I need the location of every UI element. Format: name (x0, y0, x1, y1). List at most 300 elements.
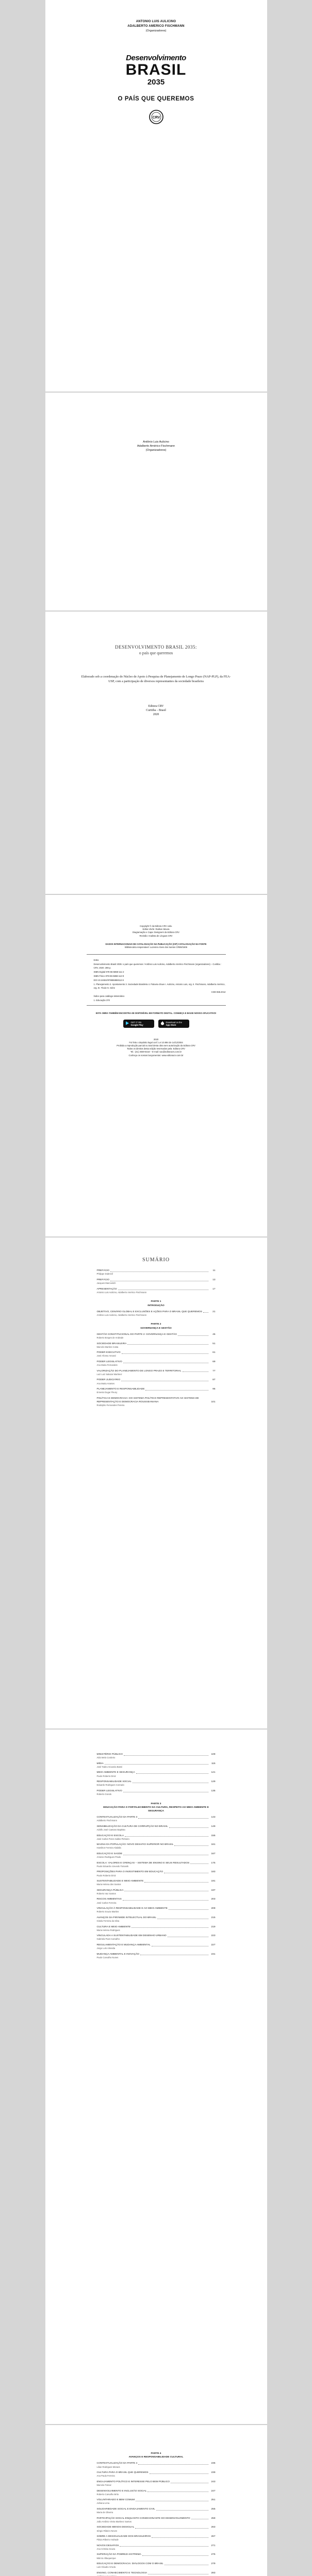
toc-entry-author: Antonio Luis Aulicino, Adalberto Américo Fischmann (96, 1291, 147, 1294)
isbn-digital: ISBN Digital 978-65-5868-111-2 (93, 970, 124, 973)
toc-entry-author: Paulo Roberto Diniz (96, 1774, 116, 1777)
toc-entry-label: PLANEJAMENTO E RESPONSABILIDADE (96, 1388, 145, 1391)
toc-entry-label: RESPONSABILIDADE SOCIAL (96, 1781, 132, 1784)
toc-entry-label: GESTÃO CONSTITUCIONAL DO PARTE 2: GOVERNANÇA E GESTÃO (96, 1333, 177, 1336)
toc-leader-dots (120, 2546, 208, 2547)
toc-leader-dots (203, 1312, 208, 1313)
toc-entry-row (97, 2517, 216, 2520)
toc-page-number: 259 (211, 2517, 216, 2520)
part-heading (97, 2452, 216, 2459)
toc-entry-label: MAGNA DA POPULAÇÃO: NOVO DESAFIO SUPERIOR NO BRASIL (96, 1843, 174, 1846)
toc-entry-row (97, 1816, 216, 1819)
toc-entry-row (97, 1843, 216, 1846)
toc-entry-author: Ana Maria Fernandes (96, 1364, 118, 1367)
toc-leader-dots (145, 1390, 208, 1391)
toc-page-number: 197 (211, 1889, 216, 1892)
toc-item[interactable] (97, 1879, 216, 1886)
toc-entry-row (97, 1342, 216, 1346)
toc-entry-row (97, 2571, 216, 2575)
part-heading (97, 1300, 216, 1307)
toc-entry-row (97, 1780, 216, 1784)
toc-page-number: 227 (211, 1943, 216, 1946)
toc-page-number: 51 (212, 1342, 216, 1345)
editor-line: Editor-chefe: Railson Moura (142, 928, 170, 931)
footer-legal: Foi feito o depósito legal conf. Lei 10.994 de 14/12/2004 (129, 1041, 183, 1044)
toc-page-number: 175 (211, 1861, 216, 1865)
credit-line-2: Adalberto Américo Fischmann (137, 445, 175, 448)
toc-entry-author: Marcelo Martins Costa (96, 1345, 119, 1348)
toc-entry-label: VINCULADA A SUSTENTABILIDADE EM DESENHO URBANO (96, 1935, 167, 1938)
toc-item[interactable] (97, 1852, 216, 1859)
title-page (45, 611, 267, 894)
cover-subtitle: O PAÍS QUE QUEREMOS (118, 96, 194, 102)
part-number: PARTE 3 (151, 1802, 161, 1805)
toc-entry-row (97, 1897, 216, 1901)
toc-item[interactable] (97, 2480, 216, 2487)
part-title: EDUCAÇÃO PARA O FORTALECIMENTO DA CULTURA, RESPEITO AO MEIO AMBIENTE E SEGURANÇA (103, 1806, 209, 1812)
toc-page-number: 13 (212, 1278, 216, 1281)
toc-entry-author: Ana Cristina Souza (96, 2547, 116, 2550)
toc-entry-row (97, 2535, 216, 2538)
toc-leader-dots (169, 1827, 208, 1828)
toc-item[interactable] (97, 1925, 216, 1932)
toc-entry-author: Antônio Luis Aulicino, Adalberto Américo Fischmann (96, 1313, 147, 1316)
toc-entry-label: PROPOSIÇÕES PARA O INVESTIMENTO EM EDUCAÇÃO (96, 1871, 163, 1874)
toc-page-number: 267 (211, 2535, 216, 2538)
toc-leader-dots (127, 1344, 208, 1345)
google-play-badge[interactable] (123, 1020, 154, 1028)
colophon-page (45, 894, 267, 1236)
toc-page-number: 167 (211, 1852, 216, 1855)
layout-line: Diagramação e Capa: Designers da Editora CRV (133, 931, 179, 934)
toc-page-number: 161 (211, 1843, 216, 1846)
toc-page-number: 135 (211, 1789, 216, 1792)
toc-entry-label: VOLUNTARIADO E BEM COMUM (96, 2499, 135, 2502)
toc-item[interactable] (97, 1953, 216, 1959)
toc-entry-author: Luis Cláudio Arruda (96, 2566, 116, 2569)
toc-page-number: 239 (211, 2471, 216, 2475)
toc-entry-row (97, 1852, 216, 1856)
brand-line-3: 2035 (147, 78, 165, 87)
toc-leader-dots (152, 2537, 208, 2538)
toc-item[interactable] (97, 1369, 216, 1376)
toc-entry-label: ENSINO, CONHECIMENTO E TECNOLOGIA (96, 2571, 147, 2574)
google-play-name: Google Play (130, 1023, 143, 1026)
summary-page-2 (45, 1728, 267, 2424)
toc-entry-author: Paulo Eduardo Azevedo Tomanik (96, 1865, 129, 1868)
part-title: GOVERNANÇA E GESTÃO (140, 1327, 172, 1330)
toc-entry-row (97, 1834, 216, 1838)
toc-entry-row (97, 1287, 216, 1291)
index-item: 1. Educação 370 (93, 999, 110, 1002)
toc-leader-dots (138, 1818, 208, 1819)
toc-entry-label: AVANÇOS DA PIRÂMIDE INTELECTUAL DO BRASIL (96, 1916, 157, 1919)
toc-entry-author: José Tadeu Gouveia Bassi (96, 1765, 123, 1768)
toc-leader-dots (142, 2555, 208, 2556)
doi-line: DOI 10.24824/978655868112.9 (93, 979, 124, 982)
toc-entry-author: Hamilton Ferreira Abdalla (96, 1846, 121, 1850)
toc-entry-label: SOLIDARIEDADE SOCIAL E ENGAJAMENTO CIVIL (96, 2507, 155, 2511)
toc-entry-label: RISCOS AMBIENTAIS (96, 1898, 122, 1901)
app-store-name: App Store (166, 1023, 176, 1026)
catalog-title: DADOS INTERNACIONAIS DE CATALOGAÇÃO NA PUBLICAÇÃO (CIP) CATALOGAÇÃO NA FONTE (105, 942, 207, 945)
toc-page-number: 271 (211, 2544, 216, 2547)
toc-entry-label: CONTEXTUALIZAÇÃO DA PARTE 4 (96, 2462, 138, 2465)
toc-item[interactable] (97, 1870, 216, 1877)
toc-entry-author: Roberto Souza Martins (96, 1910, 119, 1913)
apple-icon (160, 1021, 165, 1026)
toc-entry-row (97, 1916, 216, 1920)
editor-name-1: ANTONIO LUIS AULICINO (136, 20, 176, 23)
brand-line-2: BRASIL (125, 61, 187, 78)
toc-item[interactable] (97, 2553, 216, 2560)
toc-leader-dots (125, 1836, 208, 1837)
footer-rights: Proibida a reprodução parcial ou total desta obra sem autorização da Editora CRV (117, 1044, 195, 1047)
title-heading: DESENVOLVIMENTO BRASIL 2035: (115, 645, 197, 650)
toc-item[interactable] (97, 1753, 216, 1759)
toc-entry-row (97, 1789, 216, 1793)
toc-entry-author: Jorge Luís Almeida (96, 1947, 116, 1950)
toc-entry-author: Roberto Vaz Santos (96, 1892, 116, 1895)
toc-item[interactable] (97, 1834, 216, 1841)
toc-item[interactable] (97, 1789, 216, 1796)
toc-leader-dots (138, 2464, 208, 2465)
toc-entry-label: PODER EXECUTIVO (96, 1351, 121, 1354)
toc-entry-author: Sérgio Ribeiro Neves (96, 2529, 118, 2532)
toc-item[interactable] (97, 2462, 216, 2468)
toc-item[interactable] (97, 2517, 216, 2523)
toc-entry-author: Rodolpho Fernandes Pereira (96, 1404, 125, 1407)
toc-entry-author: Marcela Tomaz (96, 2484, 111, 2487)
toc-item[interactable] (97, 1916, 216, 1923)
toc-entry-label: SOCIEDADE MENOS DESIGUAL (96, 2526, 135, 2529)
copyright-line: Copyright © da Editora CRV Ltda. (140, 925, 172, 927)
toc-item[interactable] (97, 1342, 216, 1349)
summary-page-3 (45, 2424, 267, 2576)
toc-entry-row (97, 2489, 216, 2493)
toc-entry-label: SEGURANÇA PÚBLICA (96, 1889, 124, 1892)
toc-leader-dots (144, 1882, 208, 1883)
toc-entry-label: MINISTÉRIO PÚBLICO (96, 1753, 123, 1756)
title-year: 2020 (153, 713, 159, 716)
toc-page-number: 219 (211, 1925, 216, 1928)
toc-page-number: 203 (211, 1898, 216, 1901)
toc-page-number: 223 (211, 1935, 216, 1938)
toc-item[interactable] (97, 1310, 216, 1317)
toc-entry-label: REGULAMENTAÇÃO E MUDANÇA AMBIENTAL (96, 1943, 151, 1946)
summary-page-1 (45, 1236, 267, 1728)
toc-entry-author: Adalberto Fischmann (96, 1819, 118, 1822)
index-title: Índice para catálogo sistemático (93, 995, 125, 998)
toc-entry-row (97, 1771, 216, 1774)
toc-entry-row (97, 1907, 216, 1910)
publisher-logo-text: CRV (152, 116, 160, 120)
toc-item[interactable] (97, 1889, 216, 1895)
toc-item[interactable] (97, 1278, 216, 1285)
toc-entry-row (97, 1753, 216, 1756)
toc-entry-row (97, 1310, 216, 1314)
toc-leader-dots (150, 2473, 208, 2474)
toc-entry-label: SUPERAÇÃO DA POBREZA EXTREMA (96, 2553, 141, 2556)
toc-item[interactable] (97, 1907, 216, 1913)
toc-entry-row (97, 2471, 216, 2475)
part-heading (97, 1802, 216, 1814)
toc-page-number: 183 (211, 1871, 216, 1874)
toc-entry-author: Flávia Ribeiro Andrade (96, 2538, 119, 2541)
toc-page-number: 109 (211, 1753, 216, 1756)
toc-page-number: 143 (211, 1816, 216, 1819)
toc-entry-label: SUSTENTABILIDADE E MEIO AMBIENTE (96, 1880, 144, 1883)
toc-leader-dots (183, 1371, 208, 1372)
app-store-badge[interactable] (158, 1020, 189, 1028)
toc-entry-label: DESENVOLVIMENTO E INCLUSÃO SOCIAL (96, 2489, 147, 2493)
brand-block (45, 54, 267, 87)
footer-reserved: Todos os direitos desta edição reservados pela: Editora CRV (127, 1047, 185, 1050)
part-number: PARTE 2 (151, 1323, 161, 1326)
toc-leader-dots (124, 1755, 208, 1756)
toc-entry-row (97, 2498, 216, 2502)
toc-page-number: 69 (212, 1360, 216, 1363)
toc-entry-author: Aldo Melo Cordeiro (96, 1756, 116, 1759)
toc-item[interactable] (97, 1897, 216, 1904)
toc-entry-author: Antonio Rodrigues Prado (96, 1856, 121, 1859)
toc-entry-author: Maria Helena dos Santos (96, 1883, 121, 1886)
play-icon (125, 1021, 129, 1026)
toc-entry-row (97, 2480, 216, 2484)
toc-entry-label: VALORIZAÇÃO DO PLANEJAMENTO DE LONGO PRAZO E TERRITORIAL (96, 1369, 182, 1372)
toc-page-number: 255 (211, 2507, 216, 2511)
title-description: Elaborado sob a coordenação do Núcleo de Apoio à Pesquisa de Planejamento de Longo Prazo (NAP-PLP), da FEA-USP, com a participação de diversos representantes da sociedade brasileira (81, 675, 231, 683)
toc-leader-dots (174, 1845, 208, 1846)
toc-entry-row (97, 1351, 216, 1354)
toc-page-number: 115 (211, 1762, 216, 1765)
toc-entry-author: João Antônio Vieira Martinez Santos (96, 2520, 132, 2523)
toc-item[interactable] (97, 1934, 216, 1941)
toc-item[interactable] (97, 2526, 216, 2532)
toc-entry-label: PARTICIPAÇÃO SOCIAL ENQUANTO CONDICIONANTE DO DESENVOLVIMENTO (96, 2517, 190, 2520)
toc-entry-author: Luiz Luiz Salazar Martinez (96, 1372, 122, 1376)
toc-page-number: 11 (212, 1269, 216, 1273)
toc-page-number: 247 (211, 2489, 216, 2493)
toc-entry-row (97, 2507, 216, 2511)
google-play-top: GET IT ON (130, 1021, 142, 1024)
toc-leader-dots (136, 1773, 208, 1774)
brand-line-1: Desenvolvimento (126, 54, 186, 62)
credit-line-1: Antônio Luis Aulicino (143, 440, 169, 444)
toc-page-number: 231 (211, 1953, 216, 1956)
toc-item[interactable] (97, 1843, 216, 1850)
toc-entry-author: Ernesto Dugar Fleury (96, 1391, 118, 1394)
toc-entry-row (97, 1369, 216, 1373)
toc-item[interactable] (97, 2471, 216, 2478)
editors-role: (Organizadores) (145, 29, 167, 32)
toc-entry-label: NOVOS DESAFIOS (96, 2544, 119, 2547)
toc-entry-label: MEIO AMBIENTE E SEGURANÇA (96, 1771, 135, 1774)
toc-leader-dots (132, 1927, 208, 1928)
toc-item[interactable] (97, 1378, 216, 1385)
toc-page-number: 263 (211, 2526, 216, 2529)
toc-entry-row (97, 1278, 216, 1282)
revision-line: Revisão: Analista de Línguas CRV (139, 934, 173, 937)
toc-item[interactable] (97, 2507, 216, 2514)
toc-entry-label: EDUCAÇÃO E ESCOLA (96, 1834, 124, 1837)
toc-entry-author: Roberto Carvalho Brito (96, 2493, 119, 2496)
toc-page-number: 243 (211, 2480, 216, 2483)
toc-page-number: 17 (212, 1287, 216, 1291)
toc-item[interactable] (97, 2562, 216, 2569)
toc-item[interactable] (97, 2535, 216, 2541)
toc-page-number: 95 (212, 1388, 216, 1391)
toc-item[interactable] (97, 1816, 216, 1822)
footer-contact: Tel.: (41) 3039-6418 – E-mail: sac@editoracrv.com.br (130, 1050, 182, 1054)
toc-entry-label: CULTURA PARA O BRASIL QUE QUEREMOS (96, 2471, 149, 2475)
toc-item[interactable] (97, 1397, 216, 1407)
toc-entry-author: Ana Paula Ferreira (96, 2475, 115, 2478)
toc-entry-label: ESCOLA: VALORES E CRENÇAS – SISTEMA DE ENSINO E SEUS RESULTADOS (96, 1861, 190, 1865)
toc-entry-label: OBJETIVO, CENÁRIO GLOBAL E EXCLUSÕES E AÇÕES PARA O BRASIL QUE QUEREMOS (96, 1310, 202, 1313)
toc-item[interactable] (97, 1771, 216, 1777)
toc-entry-row (97, 2462, 216, 2465)
toc-entry-author: Philippe Dubrevil (96, 1273, 113, 1276)
toc-item[interactable] (97, 1762, 216, 1769)
toc-entry-label: MÍDIA (96, 1762, 104, 1765)
toc-page-number: 87 (212, 1379, 216, 1382)
isbn-fisico: ISBN Físico 978-65-5868-112-9 (93, 975, 124, 978)
toc-item[interactable] (97, 2571, 216, 2576)
toc-item[interactable] (97, 1861, 216, 1868)
publisher-logo (149, 109, 164, 125)
toc-entry-row (97, 1934, 216, 1938)
toc-entry-row (97, 1925, 216, 1929)
toc-item[interactable] (97, 1780, 216, 1787)
toc-item[interactable] (97, 1333, 216, 1340)
digital-notice: ESTA OBRA TAMBÉM ENCONTRA-SE DISPONÍVEL EM FORMATO DIGITAL. CONHEÇA E BAIXE NOSSO APLICATIVO! (95, 1012, 217, 1015)
toc-entry-author: Gisela Ferreira da Silva (96, 1920, 120, 1923)
toc-entry-row (97, 1387, 216, 1391)
toc-entry-label: PREFÁCIO (96, 1269, 110, 1273)
toc-entry-author: Roberto Borges de Andrade (96, 1336, 124, 1340)
toc-page-number: 77 (212, 1369, 216, 1372)
catalog-card (87, 954, 226, 1006)
toc-entry-label: EDUCAÇÃO E SAÚDE (96, 1852, 123, 1855)
toc-entry-author: Paulo Carvalho Nunes (96, 1956, 119, 1959)
toc-entry-row (97, 1360, 216, 1364)
toc-page-number: 101 (211, 1400, 216, 1403)
toc-entry-row (97, 1825, 216, 1828)
catalog-ref: D451 (93, 959, 99, 962)
toc-page-number: 191 (211, 1880, 216, 1883)
part-title: INTRODUÇÃO (147, 1304, 165, 1307)
toc-entry-label: EDUCAÇÃO E DEMOCRACIA: DIÁLOGOS COM O BRASIL (96, 2563, 163, 2566)
toc-entry-label: MUDANÇA AMBIENTAL E INOVAÇÃO (96, 1953, 140, 1956)
toc-leader-dots (178, 1335, 208, 1336)
toc-item[interactable] (97, 1351, 216, 1358)
toc-entry-row (97, 2526, 216, 2529)
credit-line-3: (Organizadores) (145, 449, 167, 452)
toc-entry-row (97, 1943, 216, 1947)
part-title: AVANÇOS E RESPONSABILIDADE CULTURAL (128, 2456, 184, 2459)
toc-entry-author: Eduardo Rodrigues Conrado (96, 1784, 124, 1787)
toc-item[interactable] (97, 1943, 216, 1950)
toc-entry-label: PODER LEGISLATIVO (96, 1360, 122, 1363)
title-subheading: o país que queremos (139, 651, 173, 655)
toc-leader-dots (135, 2528, 208, 2529)
footer-site: Conheça os nossos lançamentos: www.editoracrv.com.br (128, 1054, 184, 1057)
toc-entry-row (97, 1953, 216, 1956)
toc-entry-row (97, 1870, 216, 1874)
catalog-sub: Bibliotecária responsável: Luzenira Alves dos Santos CRB9/1506 (124, 946, 188, 949)
toc-leader-dots (122, 1353, 208, 1354)
toc-leader-dots (105, 1764, 208, 1765)
toc-entry-label: POLÍTICA E DEMOCRACIA: DO SISTEMA POLÍTICO REPRESENTATIVO AO SISTEMA DE REPRESENTAÇÃO E DEMOCRACIA ROUSSEANIANA (96, 1397, 199, 1403)
toc-entry-author: Ana Maria Arantes (96, 1382, 114, 1385)
toc-entry-row (97, 1269, 216, 1273)
toc-entry-row (97, 1889, 216, 1892)
toc-leader-dots (190, 1863, 208, 1864)
toc-entry-author: Maria de Oliveira (96, 2511, 113, 2514)
catalog-ref-body: Desenvolvimento Brasil 2035: o país que queremos / Antônio Luis Aulicino, Adalberto Américo Fischmann (organizadores) – Curitiba : CRV, 2020. 286 p. (93, 963, 222, 969)
toc-leader-dots (156, 2510, 208, 2511)
part-heading (97, 1323, 216, 1330)
toc-entry-author: Paulo Roberto Diniz (96, 1874, 116, 1877)
toc-entry-label: SENSIBILIZAÇÃO DA CULTURA DE CORRUPÇÃO NO BRASIL (96, 1825, 168, 1828)
toc-entry-label: VINCULAÇÃO À RESPONSABILIDADE E AO MEIO AMBIENTE (96, 1907, 168, 1910)
toc-item[interactable] (97, 1360, 216, 1367)
toc-entry-row (97, 1879, 216, 1883)
toc-page-number: 251 (211, 2499, 216, 2502)
toc-page-number: 129 (211, 1781, 216, 1784)
toc-page-number: 21 (212, 1310, 216, 1313)
toc-item[interactable] (97, 1287, 216, 1294)
toc-entry-label: PODER LEGISLATIVO (96, 1789, 122, 1792)
toc-page-number: 209 (211, 1907, 216, 1910)
toc-entry-author: Adriana Lima (96, 2502, 110, 2505)
subjects-line: 1. Planejamento 2. Apontamento 3. Sociedade Brasileira 4. Palavra-chave I. Aulicino, Antonio Luis, org. II. Fischmann, Adalberto Américo, org. III. Título IV. Série (93, 983, 225, 989)
toc-entry-label: CULTURA E MEIO AMBIENTE (96, 1925, 131, 1928)
editor-name-2: ADALBERTO AMERICO FISCHMANN (127, 25, 185, 28)
toc-entry-author: José Carlos Peres Salles Pinheiro (96, 1837, 129, 1840)
toc-entry-author: José Afonso Amaral (96, 1354, 116, 1358)
toc-entry-author: Gabriela Paes Carvalho (96, 1938, 120, 1941)
toc-entry-row (97, 2562, 216, 2566)
app-store-top: Download on the (166, 1021, 182, 1024)
toc-entry-label: APRESENTAÇÃO (96, 1287, 117, 1291)
toc-entry-label: SOBRE A DESIGUALDADE DOS BRASILEIROS (96, 2535, 151, 2538)
toc-item[interactable] (97, 2498, 216, 2505)
toc-item[interactable] (97, 1387, 216, 1394)
title-publisher: Editora CRV (148, 705, 164, 708)
toc-entry-label: PREFÁCIO (96, 1278, 110, 1281)
toc-page-number: 215 (211, 1916, 216, 1919)
toc-entry-author: Roberto Gondo (96, 1793, 112, 1796)
footer-year: 2020 (153, 1038, 159, 1041)
toc-entry-row (97, 1397, 216, 1404)
toc-entry-author: Márcio Albuquerque (96, 2556, 116, 2560)
toc-page-number: 155 (211, 1834, 216, 1837)
inner-credits-page (45, 392, 267, 611)
toc-item[interactable] (97, 2489, 216, 2496)
toc-page-number: 61 (212, 1351, 216, 1354)
toc-item[interactable] (97, 1825, 216, 1832)
toc-entry-author: Lilian Rodrigues Moraes (96, 2465, 120, 2468)
toc-entry-label: CONTEXTUALIZAÇÃO DA PARTE 3 (96, 1816, 138, 1819)
title-city: Curitiba – Brasil (146, 709, 166, 712)
toc-entry-label: SOCIEDADE BRASILEIRA (96, 1342, 127, 1345)
toc-item[interactable] (97, 2544, 216, 2551)
toc-item[interactable] (97, 1269, 216, 1276)
toc-page-number: 279 (211, 2563, 216, 2566)
toc-page-number: 235 (211, 2462, 216, 2465)
